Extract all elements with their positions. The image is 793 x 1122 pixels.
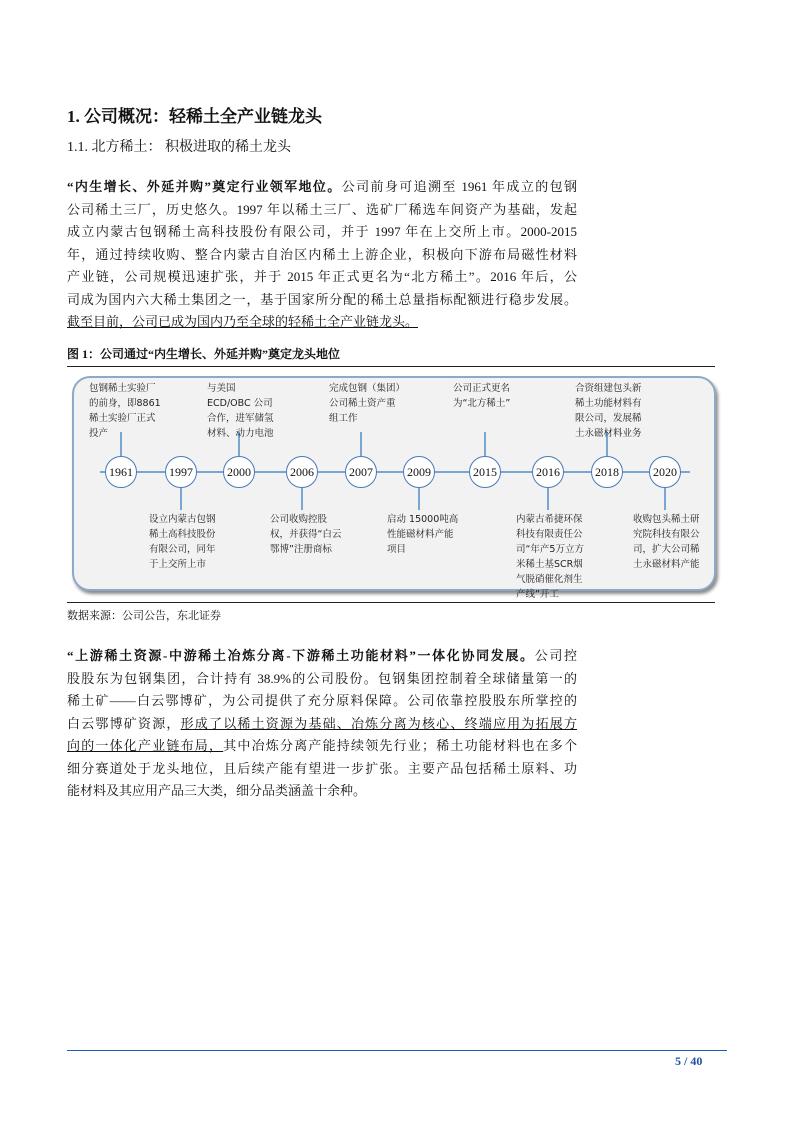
year-marker: 2000 [223,456,255,488]
text-line: 能材料及其应用产品三大类，细分品类涵盖十余种。 [67,783,367,798]
divider [67,602,715,603]
text-line: 白云鄂博矿资源， [67,715,181,731]
timeline-event-text: 合资组建包头新稀土功能材料有限公司，发展稀土永磁材料业务 [575,383,642,439]
text-line: 其中冶炼分离产能持续领先行业；稀土功能材料也在多个 [223,738,577,753]
text-line: 年，通过持续收购、整合内蒙古自治区内稀土上游企业，积极向下游布局磁性材料 [67,246,577,262]
year-marker: 2007 [345,456,377,488]
underlined-text: 向的一体化产业链布局， [67,738,224,753]
year-marker: 1961 [105,456,137,488]
year-marker: 2006 [286,456,318,488]
text-line: 细分赛道处于龙头地位，且后续产能有望进一步扩张。主要产品包括稀土原料、功 [67,760,577,776]
text-line: 公司稀土三厂，历史悠久。1997 年以稀土三厂、选矿厂稀选车间资产为基础，发起 [67,201,577,217]
timeline-event-text: 包钢稀土实验厂的前身，即8861稀土实验厂正式投产 [89,383,161,439]
text-line: 稀土矿——白云鄂博矿，为公司提供了充分原料保障。公司依靠控股股东所掌控的 [67,693,577,708]
timeline-event-text: 收购包头稀土研究院科技有限公司，扩大公司稀土永磁材料产能 [633,514,700,570]
text-line: 产业链，公司规模迅速扩张，并于 2015 年正式更名为“北方稀土”。2016 年后，公 [67,269,577,284]
paragraph-lead: “内生增长、外延并购”奠定行业领军地位。 [67,179,342,194]
timeline-event-text: 公司收购控股权，并获得“白云鄂博”注册商标 [270,514,342,555]
timeline-event-text: 启动 15000吨高性能磁材料产能项目 [387,514,459,555]
paragraph-2 [67,645,577,803]
timeline-connector [547,488,549,510]
text-line: 成立内蒙古包钢稀土高科技股份有限公司，并于 1997 年在上交所上市。2000-2015 [67,224,577,239]
timeline-event-text: 与美国 ECD/OBC 公司合作，进军储氢材料、动力电池 [207,383,274,439]
figure-caption: 图 1：公司通过“内生增长、外延并购”奠定龙头地位 [67,347,341,361]
year-marker: 1997 [165,456,197,488]
year-marker: 2015 [469,456,501,488]
text-line: 公司控 [534,648,577,663]
year-marker: 2009 [403,456,435,488]
timeline-connector [301,488,303,510]
text-line: 截至目前，公司已成为国内乃至全球的轻稀土全产业链龙头。 [67,314,419,329]
timeline-connector [180,488,182,510]
year-marker: 2020 [649,456,681,488]
timeline-event-text: 设立内蒙古包钢稀土高科技股份有限公司，同年于上交所上市 [149,514,216,570]
footer-rule [67,1050,727,1051]
timeline-event-text: 完成包钢（集团）公司稀土资产重组工作 [329,383,401,424]
figure-source: 数据来源：公司公告，东北证券 [67,610,221,622]
section-heading: 1. 公司概况：轻稀土全产业链龙头 [67,107,322,126]
text-line: 股股东为包钢集团，合计持有 38.9%的公司股份。包钢集团控制着全球储量第一的 [67,670,577,686]
year-marker: 2018 [591,456,623,488]
timeline-connector [418,488,420,510]
divider [67,366,715,367]
text-line: 公司前身可追溯至 1961 年成立的包钢 [341,179,577,194]
timeline-event-text: 公司正式更名为“北方稀土” [453,383,511,409]
underlined-text: 形成了以稀土资源为基础、冶炼分离为核心、终端应用为拓展方 [180,715,577,731]
subsection-heading: 1.1. 北方稀土： 积极进取的稀土龙头 [67,140,291,155]
timeline-connector [360,432,362,456]
page-number: 5 / 40 [675,1054,703,1068]
text-line: 司成为国内六大稀土集团之一，基于国家所分配的稀土总量指标配额进行稳步发展。 [67,291,577,307]
timeline-connector [664,488,666,510]
timeline-event-text: 内蒙古希捷环保科技有限责任公司“年产5万立方米稀土基SCR烟气脱硝催化剂生产线”开工 [516,514,584,600]
timeline-connector [484,432,486,456]
paragraph-1 [67,176,577,334]
year-marker: 2016 [532,456,564,488]
paragraph-lead: “上游稀土资源-中游稀土冶炼分离-下游稀土功能材料”一体化协同发展。 [67,648,535,663]
